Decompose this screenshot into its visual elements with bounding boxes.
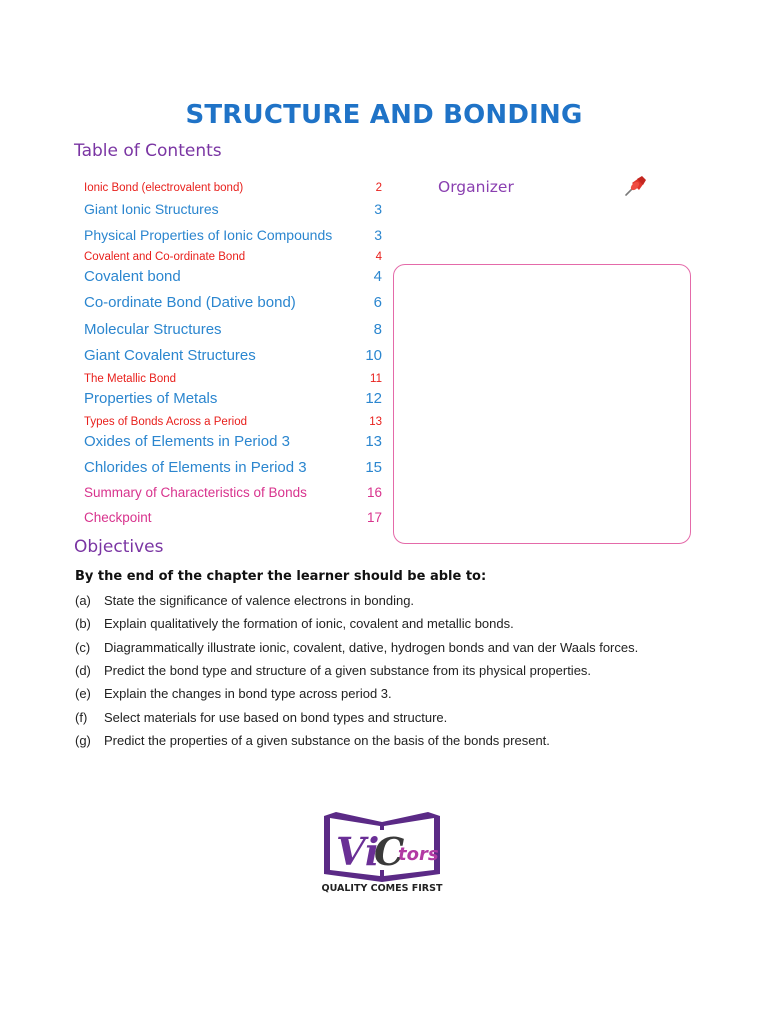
toc-item-page: 13 [365, 433, 382, 450]
toc-item-label: Checkpoint [84, 510, 152, 525]
toc-item-label: Giant Covalent Structures [84, 347, 256, 364]
toc-item-page: 3 [374, 201, 382, 217]
toc-heading: Table of Contents [74, 141, 222, 161]
toc-item-page: 12 [365, 390, 382, 407]
page-title: STRUCTURE AND BONDING [185, 100, 583, 130]
list-text: Explain the changes in bond type across period 3. [104, 686, 392, 701]
organizer-box [393, 264, 691, 544]
list-marker: (a) [75, 593, 91, 608]
svg-text:Vi: Vi [336, 829, 380, 874]
organizer-label: Organizer [438, 178, 514, 196]
toc-item-label: Giant Ionic Structures [84, 201, 219, 217]
toc-item-page: 6 [373, 294, 382, 311]
list-text: Select materials for use based on bond types and structure. [104, 710, 448, 725]
list-item [75, 733, 550, 748]
toc-item-page: 8 [373, 321, 382, 338]
list-item [75, 616, 514, 631]
toc-item-label: Properties of Metals [84, 390, 218, 407]
toc-item-page: 4 [375, 251, 382, 263]
svg-text:QUALITY COMES FIRST: QUALITY COMES FIRST [321, 883, 443, 894]
svg-text:C: C [374, 829, 405, 874]
toc-item-label: Chlorides of Elements in Period 3 [84, 459, 307, 476]
list-text: Predict the bond type and structure of a given substance from its physical properties. [104, 663, 592, 678]
toc-item-label: Covalent bond [84, 268, 181, 285]
toc-item-page: 2 [375, 182, 382, 194]
list-marker: (c) [75, 640, 91, 655]
list-marker: (e) [75, 686, 91, 701]
list-text: Diagrammatically illustrate ionic, covalent, dative, hydrogen bonds and van der Waals forces. [104, 640, 639, 655]
toc-item-page: 13 [369, 416, 382, 428]
list-marker: (f) [75, 710, 88, 725]
list-item [75, 686, 392, 701]
toc-item-page: 16 [366, 485, 382, 500]
toc-item-page: 10 [365, 347, 382, 364]
toc-item-page: 11 [370, 373, 382, 385]
toc-item-label: Ionic Bond (electrovalent bond) [84, 182, 244, 194]
list-item [75, 710, 447, 725]
list-item [75, 640, 638, 655]
objectives-intro: By the end of the chapter the learner should be able to: [75, 569, 487, 584]
toc-item-page: 4 [373, 268, 382, 285]
toc-item-page: 17 [366, 510, 382, 525]
pushpin-icon [622, 174, 648, 198]
list-text: State the significance of valence electrons in bonding. [104, 593, 415, 608]
toc-item-page: 15 [365, 459, 382, 476]
svg-text:tors: tors [398, 844, 439, 865]
list-item [75, 593, 414, 608]
toc-item-page: 3 [374, 227, 382, 243]
toc-item-label: Types of Bonds Across a Period [84, 416, 248, 428]
list-marker: (g) [75, 733, 91, 748]
toc-item-label: Oxides of Elements in Period 3 [84, 433, 290, 450]
list-item [75, 663, 591, 678]
list-text: Explain qualitatively the formation of ionic, covalent and metallic bonds. [104, 616, 514, 631]
objectives-heading: Objectives [74, 537, 164, 557]
toc-item-label: Summary of Characteristics of Bonds [84, 485, 307, 500]
toc-item-label: Molecular Structures [84, 321, 222, 338]
toc-item-label: Covalent and Co-ordinate Bond [84, 251, 246, 263]
toc-item-label: The Metallic Bond [84, 373, 177, 385]
victors-logo [318, 808, 446, 894]
toc-item-label: Co-ordinate Bond (Dative bond) [84, 294, 296, 311]
list-text: Predict the properties of a given substance on the basis of the bonds present. [104, 733, 550, 748]
list-marker: (b) [75, 616, 91, 631]
list-marker: (d) [75, 663, 91, 678]
toc-item-label: Physical Properties of Ionic Compounds [84, 227, 333, 243]
